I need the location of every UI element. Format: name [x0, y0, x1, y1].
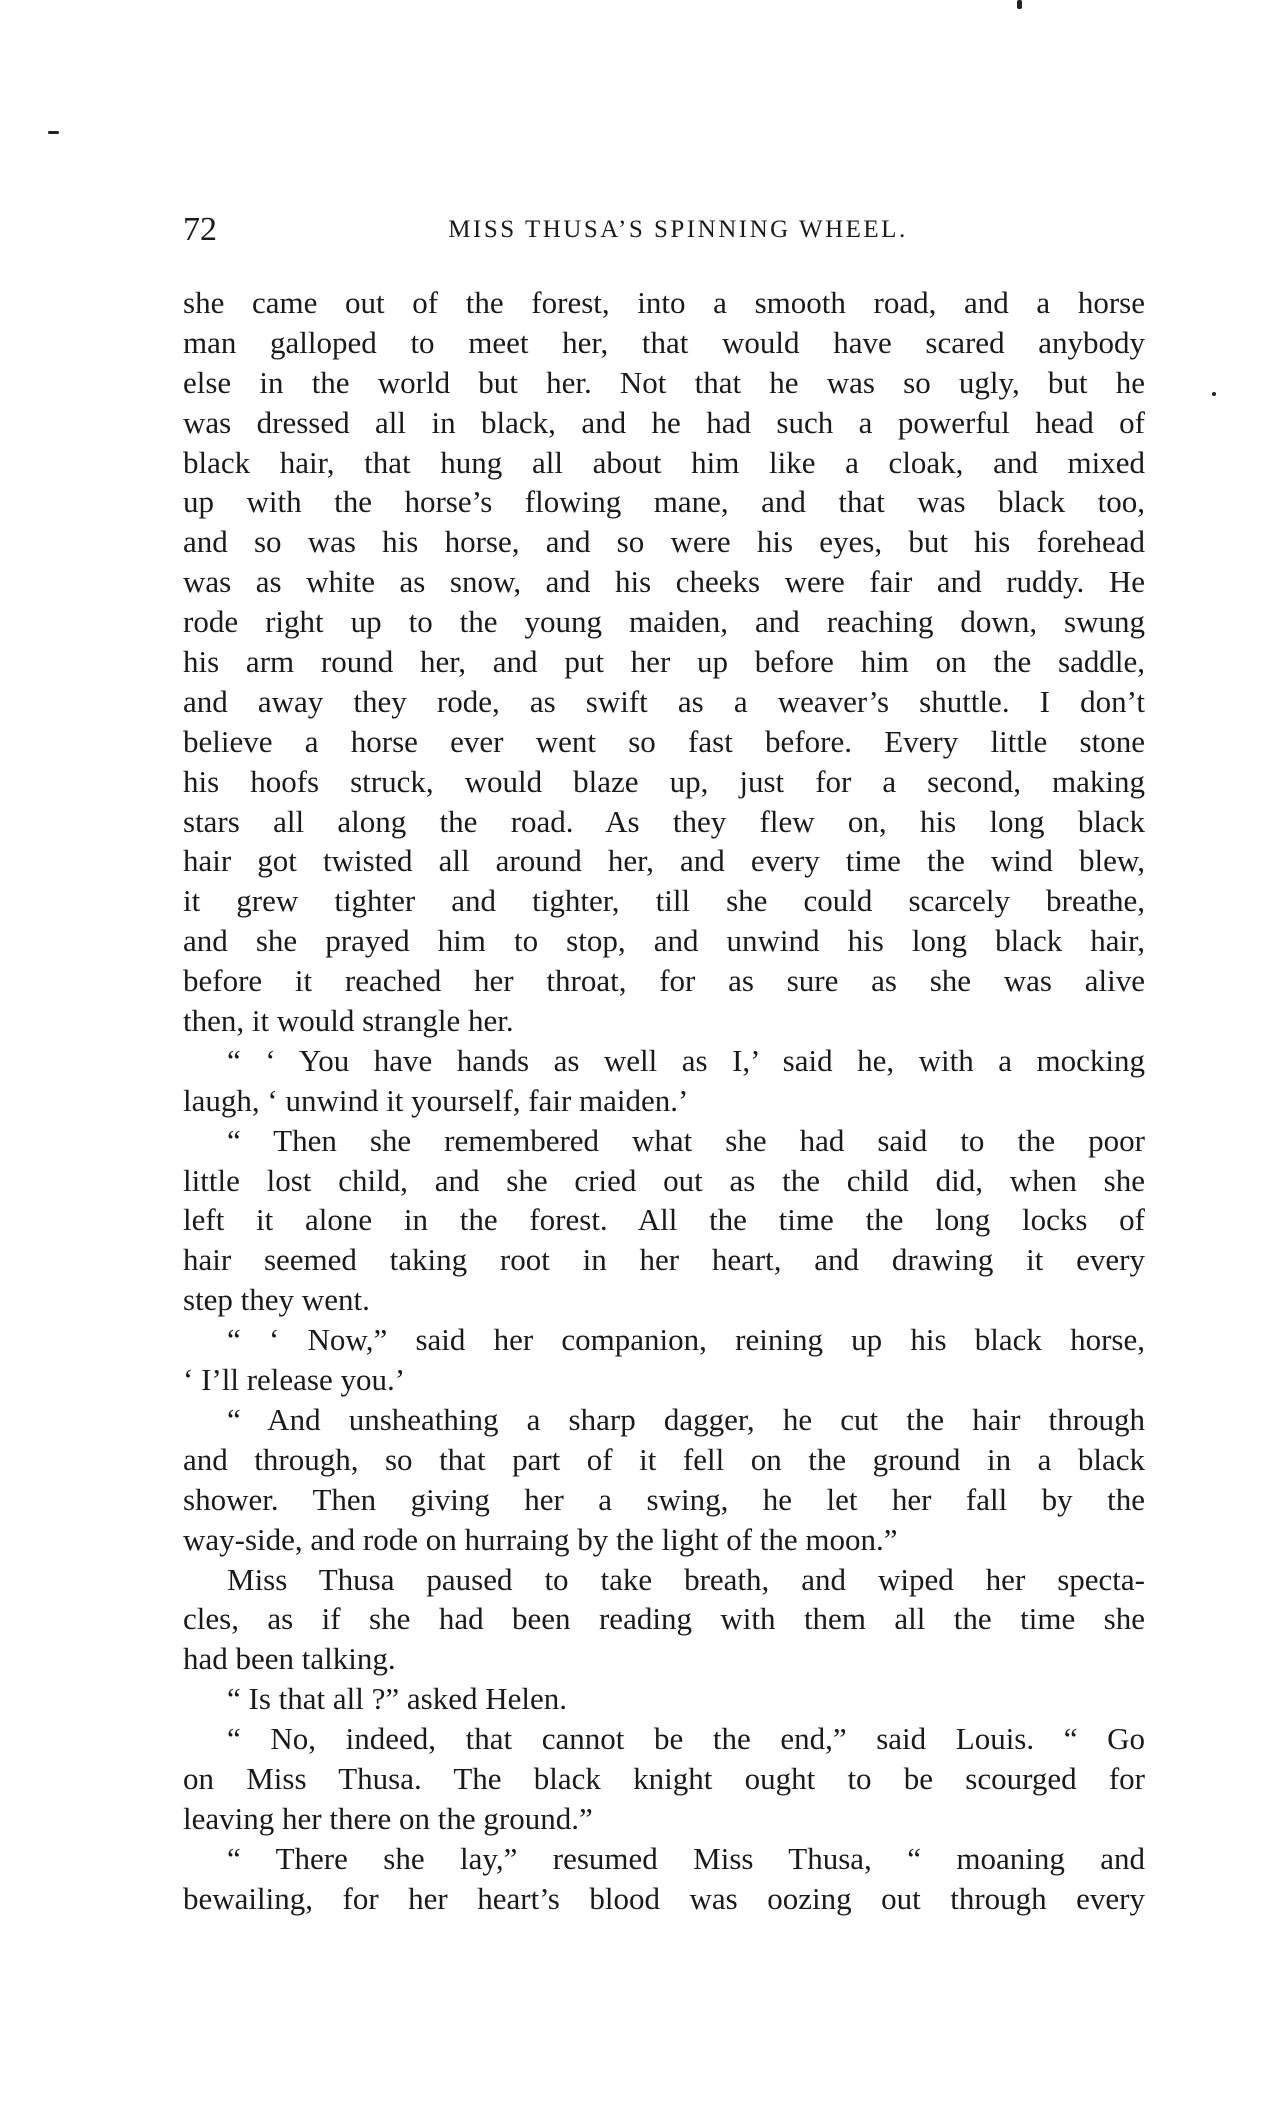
text-line: ‘ I’ll release you.’: [183, 1362, 406, 1398]
text-line: else in the world but her. Not that he was so ugly, but he: [183, 364, 1145, 400]
text-line: was as white as snow, and his cheeks were fair and ruddy. He: [183, 564, 1145, 600]
page-number: 72: [183, 211, 217, 248]
text-line: stars all along the road. As they flew on, his long black: [183, 803, 1145, 839]
print-speck: [1017, 0, 1022, 9]
text-line: hair got twisted all around her, and every time the wind blew,: [183, 843, 1145, 879]
text-line: leaving her there on the ground.”: [183, 1800, 593, 1836]
text-line: on Miss Thusa. The black knight ought to be scourged for: [183, 1760, 1145, 1796]
print-speck: [48, 131, 59, 134]
text-line: “ No, indeed, that cannot be the end,” said Louis. “ Go: [227, 1721, 1145, 1757]
text-line: laugh, ‘ unwind it yourself, fair maiden.’: [183, 1082, 689, 1118]
page-header: [183, 204, 1143, 256]
text-line: “ And unsheathing a sharp dagger, he cut the hair through: [227, 1401, 1145, 1437]
text-line: cles, as if she had been reading with them all the time she: [183, 1601, 1145, 1637]
text-line: was dressed all in black, and he had such a powerful head of: [183, 404, 1145, 440]
running-title: MISS THUSA’S SPINNING WHEEL.: [448, 216, 908, 243]
text-line: man galloped to meet her, that would have scared anybody: [183, 324, 1145, 360]
text-line: had been talking.: [183, 1641, 396, 1677]
text-line: and away they rode, as swift as a weaver’s shuttle. I don’t: [183, 683, 1145, 719]
text-line: up with the horse’s flowing mane, and that was black too,: [183, 484, 1145, 520]
text-line: “ ‘ Now,” said her companion, reining up his black horse,: [227, 1322, 1145, 1358]
text-line: little lost child, and she cried out as the child did, when she: [183, 1162, 1145, 1198]
text-line: it grew tighter and tighter, till she could scarcely breathe,: [183, 883, 1145, 919]
text-line: step they went.: [183, 1282, 370, 1318]
text-line: shower. Then giving her a swing, he let her fall by the: [183, 1481, 1145, 1517]
text-line: “ Is that all ?” asked Helen.: [227, 1681, 567, 1717]
text-line: and she prayed him to stop, and unwind his long black hair,: [183, 923, 1145, 959]
text-line: bewailing, for her heart’s blood was oozing out through every: [183, 1880, 1145, 1916]
text-line: and through, so that part of it fell on the ground in a black: [183, 1441, 1145, 1477]
text-line: Miss Thusa paused to take breath, and wiped her specta-: [227, 1561, 1145, 1597]
text-line: believe a horse ever went so fast before. Every little stone: [183, 723, 1145, 759]
print-speck: [1212, 392, 1216, 396]
body-text: [183, 283, 1145, 1919]
text-line: “ There she lay,” resumed Miss Thusa, “ moaning and: [227, 1840, 1145, 1876]
text-line: rode right up to the young maiden, and reaching down, swung: [183, 604, 1145, 640]
text-line: before it reached her throat, for as sure as she was alive: [183, 963, 1145, 999]
text-line: “ Then she remembered what she had said to the poor: [227, 1122, 1145, 1158]
text-line: she came out of the forest, into a smooth road, and a horse: [183, 285, 1145, 320]
text-line: hair seemed taking root in her heart, and drawing it every: [183, 1242, 1145, 1278]
text-line: his arm round her, and put her up before him on the saddle,: [183, 644, 1145, 680]
text-line: “ ‘ You have hands as well as I,’ said he, with a mocking: [227, 1042, 1145, 1078]
text-line: way-side, and rode on hurraing by the light of the moon.”: [183, 1521, 898, 1557]
text-line: then, it would strangle her.: [183, 1003, 514, 1039]
text-line: and so was his horse, and so were his eyes, but his forehead: [183, 524, 1145, 560]
text-line: black hair, that hung all about him like a cloak, and mixed: [183, 444, 1145, 480]
text-line: left it alone in the forest. All the time the long locks of: [183, 1202, 1145, 1238]
text-line: his hoofs struck, would blaze up, just for a second, making: [183, 763, 1145, 799]
